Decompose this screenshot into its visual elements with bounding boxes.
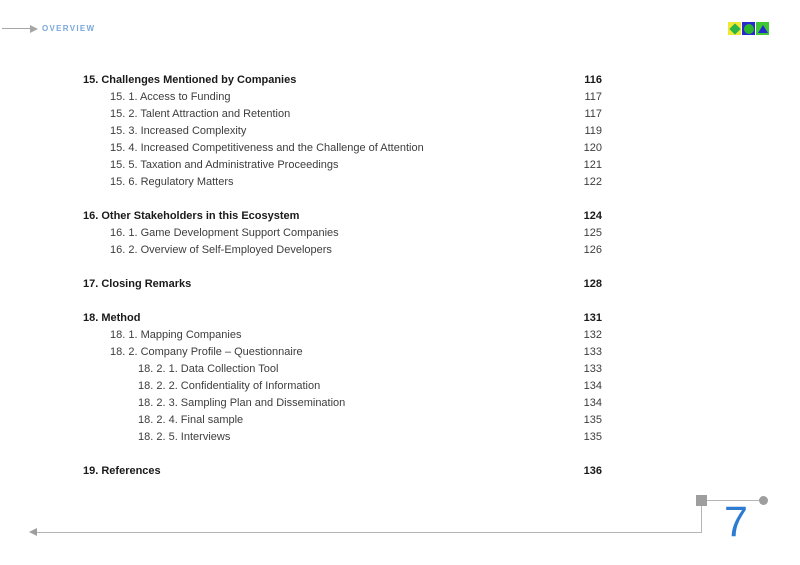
toc-entry-page: 133 (583, 346, 602, 358)
toc-entry-title: 15. 3. Increased Complexity (110, 125, 247, 137)
toc-row[interactable] (83, 174, 602, 191)
toc-entry-title: 16. 1. Game Development Support Companies (110, 227, 339, 239)
right-arrow-icon (30, 25, 38, 33)
toc-row[interactable] (83, 106, 602, 123)
page-number: 7 (724, 498, 748, 546)
toc-entry-page: 132 (583, 329, 602, 341)
toc-entry-page: 136 (583, 465, 602, 477)
toc-entry-title: 18. 2. 4. Final sample (138, 414, 244, 426)
toc-entry-page: 117 (584, 108, 602, 120)
toc-row[interactable] (83, 395, 602, 412)
footer-rule-line (37, 532, 702, 533)
footer-square-marker (696, 495, 707, 506)
logo (728, 22, 769, 35)
logo-square-blue (742, 22, 755, 35)
circle-icon (744, 24, 754, 34)
toc-entry-page: 135 (583, 414, 602, 426)
toc-entry-title: 18. 1. Mapping Companies (110, 329, 242, 341)
toc-row[interactable] (83, 344, 602, 361)
toc-entry-page: 121 (583, 159, 602, 171)
toc-entry-page: 126 (583, 244, 602, 256)
section-label-overview: OVERVIEW (42, 24, 96, 33)
triangle-icon (758, 25, 768, 33)
toc-row[interactable] (83, 361, 602, 378)
toc-row[interactable] (83, 276, 602, 293)
toc-entry-title: 16. Other Stakeholders in this Ecosystem (83, 210, 300, 222)
toc-entry-page: 135 (583, 431, 602, 443)
toc-entry-title: 18. 2. 1. Data Collection Tool (138, 363, 279, 375)
toc-entry-title: 19. References (83, 465, 161, 477)
toc-row[interactable] (83, 242, 602, 259)
toc-row[interactable] (83, 327, 602, 344)
toc-entry-title: 18. 2. 3. Sampling Plan and Dissemination (138, 397, 346, 409)
header-arrow-line (2, 28, 30, 29)
toc-list (83, 72, 602, 480)
toc-row[interactable] (83, 412, 602, 429)
toc-entry-page: 128 (583, 278, 602, 290)
toc-entry-title: 16. 2. Overview of Self-Employed Developers (110, 244, 332, 256)
toc-entry-title: 18. Method (83, 312, 141, 324)
toc-entry-title: 18. 2. 5. Interviews (138, 431, 231, 443)
toc-entry-title: 15. 5. Taxation and Administrative Proceedings (110, 159, 339, 171)
toc-entry-page: 125 (583, 227, 602, 239)
footer-connector-line (701, 504, 702, 532)
toc-entry-page: 122 (583, 176, 602, 188)
toc-row[interactable] (83, 157, 602, 174)
toc-entry-title: 15. 6. Regulatory Matters (110, 176, 234, 188)
toc-row[interactable] (83, 208, 602, 225)
toc-row[interactable] (83, 378, 602, 395)
toc-entry-title: 18. 2. Company Profile – Questionnaire (110, 346, 303, 358)
toc-entry-title: 18. 2. 2. Confidentiality of Information (138, 380, 321, 392)
toc-row[interactable] (83, 140, 602, 157)
toc-entry-title: 15. 2. Talent Attraction and Retention (110, 108, 291, 120)
toc-entry-page: 120 (583, 142, 602, 154)
toc-row[interactable] (83, 463, 602, 480)
toc-entry-page: 116 (584, 74, 602, 86)
toc-entry-title: 17. Closing Remarks (83, 278, 192, 290)
toc-row[interactable] (83, 225, 602, 242)
logo-square-yellow (728, 22, 741, 35)
toc-entry-title: 15. 1. Access to Funding (110, 91, 231, 103)
toc-row[interactable] (83, 123, 602, 140)
toc-entry-title: 15. Challenges Mentioned by Companies (83, 74, 297, 86)
toc-entry-page: 124 (583, 210, 602, 222)
logo-square-green (756, 22, 769, 35)
toc-entry-page: 134 (583, 397, 602, 409)
toc-row[interactable] (83, 310, 602, 327)
toc-entry-page: 133 (583, 363, 602, 375)
toc-row[interactable] (83, 429, 602, 446)
toc-entry-page: 119 (584, 125, 602, 137)
toc-entry-page: 131 (583, 312, 602, 324)
toc-row[interactable] (83, 89, 602, 106)
toc-entry-page: 134 (583, 380, 602, 392)
toc-entry-title: 15. 4. Increased Competitiveness and the Challenge of Attention (110, 142, 424, 154)
diamond-icon (729, 23, 740, 34)
toc-row[interactable] (83, 72, 602, 89)
toc-entry-page: 117 (584, 91, 602, 103)
left-arrow-icon (29, 528, 37, 536)
